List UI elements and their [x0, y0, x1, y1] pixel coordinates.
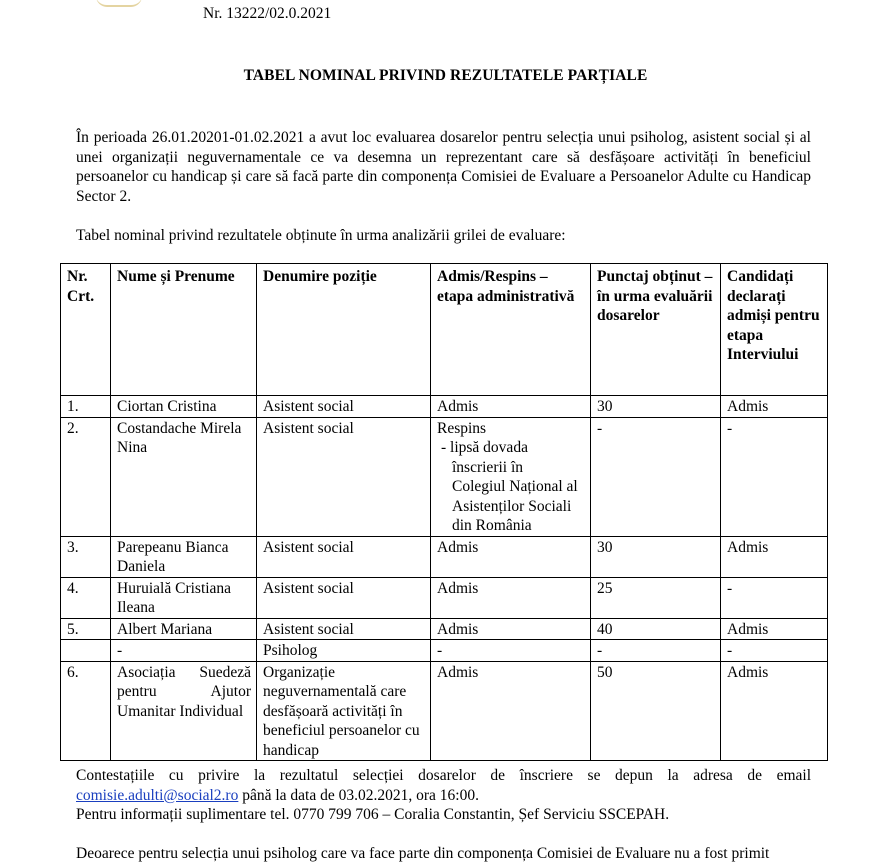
status-value: Respins: [437, 419, 487, 437]
reject-reason: [437, 438, 585, 536]
cell-name: Costandache Mirela Nina: [111, 417, 257, 536]
cell-nr: 1.: [61, 396, 111, 418]
cell-score: 50: [591, 661, 721, 761]
reject-reason-line: Asistenților Sociali: [452, 497, 572, 515]
cell-name: Asociația Suedeză pentru Ajutor Umanitar Individual: [111, 661, 257, 761]
cell-score: 30: [591, 396, 721, 418]
cell-interview: -: [721, 640, 828, 662]
cell-status: Admis: [431, 536, 591, 577]
intro-paragraph: [76, 128, 811, 206]
cell-score: 40: [591, 618, 721, 640]
cell-nr: 6.: [61, 661, 111, 761]
table-caption: Tabel nominal privind rezultatele obținute în urma analizării grilei de evaluare:: [76, 227, 566, 244]
cell-interview: -: [721, 577, 828, 618]
cell-status: [431, 417, 591, 536]
cell-interview: Admis: [721, 661, 828, 761]
header-name: Nume și Prenume: [111, 264, 257, 396]
cell-interview: Admis: [721, 396, 828, 418]
cell-nr: [61, 640, 111, 662]
cell-name: Ciortan Cristina: [111, 396, 257, 418]
table-row: [61, 640, 828, 662]
cell-nr: 5.: [61, 618, 111, 640]
intro-text: În perioada 26.01.20201-01.02.2021 a avut loc evaluarea dosarelor pentru selecția unui psiholog, asistent social și al unei organizații neguvernamentale ce va desemna un reprezentant care să desfășoare activități în beneficiul persoanelor cu handicap și care să facă parte din componența Comisiei de Evaluare a Persoanelor Adulte cu Handicap Sector 2.: [76, 129, 811, 205]
cell-position: Asistent social: [257, 396, 431, 418]
last-paragraph: Deoarece pentru selecția unui psiholog care va face parte din componența Comisiei de Evaluare nu a fost primit: [76, 845, 770, 862]
document-title: TABEL NOMINAL PRIVIND REZULTATELE PARȚIALE: [243, 67, 648, 84]
contest-text: Contestațiile cu privire la rezultatul selecției dosarelor de înscriere se depun la adresa de email: [76, 767, 811, 784]
table-row: [61, 417, 828, 536]
table-row: [61, 577, 828, 618]
cell-interview: -: [721, 417, 828, 536]
cell-name: Huruială Cristiana Ileana: [111, 577, 257, 618]
cell-nr: 4.: [61, 577, 111, 618]
reject-reason-line: - lipsă dovada: [441, 439, 528, 456]
cell-interview: Admis: [721, 536, 828, 577]
cell-score: 25: [591, 577, 721, 618]
cell-nr: 3.: [61, 536, 111, 577]
deadline-text: până la data de 03.02.2021, ora 16:00.: [242, 786, 479, 804]
cell-name: Parepeanu Bianca Daniela: [111, 536, 257, 577]
cell-position: Asistent social: [257, 618, 431, 640]
table-row: [61, 618, 828, 640]
results-table: [60, 263, 828, 761]
cell-nr: 2.: [61, 417, 111, 536]
cell-status: Admis: [431, 396, 591, 418]
header-interview: Candidați declarați admiși pentru etapa Interviului: [721, 264, 828, 396]
cell-position: Psiholog: [257, 640, 431, 662]
table-row: [61, 536, 828, 577]
document-number: Nr. 13222/02.0.2021: [203, 5, 332, 22]
header-status: Admis/Respins – etapa administrativă: [431, 264, 591, 396]
cell-score: 30: [591, 536, 721, 577]
table-header-row: [61, 264, 828, 396]
cell-position: Asistent social: [257, 417, 431, 536]
cell-position: Asistent social: [257, 536, 431, 577]
header-nr: Nr. Crt.: [61, 264, 111, 396]
cell-interview: Admis: [721, 618, 828, 640]
cell-status: Admis: [431, 661, 591, 761]
table-row: [61, 661, 828, 761]
reject-reason-line: din România: [452, 517, 532, 534]
table-row: [61, 396, 828, 418]
reject-reason-line: Colegiul Național al: [452, 478, 578, 495]
cell-status: Admis: [431, 618, 591, 640]
email-link[interactable]: comisie.adulti@social2.ro: [76, 786, 239, 804]
reject-reason-line: înscrierii în: [452, 458, 524, 476]
cell-score: -: [591, 640, 721, 662]
cell-name: Albert Mariana: [111, 618, 257, 640]
logo-fragment: [96, 0, 142, 7]
cell-name: -: [111, 640, 257, 662]
info-text: Pentru informații suplimentare tel. 0770 799 706 – Coralia Constantin, Șef Serviciu SSCEPAH.: [76, 806, 670, 823]
cell-score: -: [591, 417, 721, 536]
header-score: Punctaj obținut – în urma evaluării dosarelor: [591, 264, 721, 396]
cell-position: Organizație neguvernamentală care desfășoară activități în beneficiul persoanelor cu handicap: [257, 661, 431, 761]
header-position: Denumire poziție: [257, 264, 431, 396]
contest-paragraph: [76, 766, 811, 825]
cell-status: Admis: [431, 577, 591, 618]
cell-position: Asistent social: [257, 577, 431, 618]
cell-status: -: [431, 640, 591, 662]
